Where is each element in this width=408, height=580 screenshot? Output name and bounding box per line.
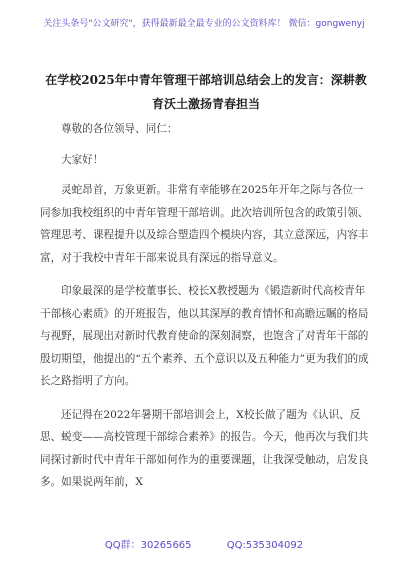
paragraph: 灵蛇昂首，万象更新。非常有幸能够在2025年开年之际与各位一同参加我校组织的中青年管理干部培训。此次培训所包含的政策引领、管理思考、课程提升以及综合塑造四个模块内容，其立意深远，内容丰富，对于我校中青年干部来说具有深远的指导意义。 [40,184,369,264]
page-title: 在学校2025年中青年管理干部培训总结会上的发言：深耕教育沃土激扬青春担当 [45,73,367,111]
paragraph: 还记得在2022年暑期干部培训会上，X校长做了题为《认识、反思、蜕变——高校管理干部综合素养》的报告。今天，他再次与我们共同探讨新时代中青年干部如何作为的重要课题，让我深受触动，启发良多。如果说两年前，X [40,408,369,488]
footer-qq-number: QQ:535304092 [226,540,304,551]
document-body [40,118,372,505]
salutation-greeting: 大家好！ [61,153,104,166]
header-note: 关注头条号"公文研究"，获得最新最全最专业的公文资料库！ 微信：gongwenyj [43,19,365,29]
footer-note [0,536,408,551]
footer-qq-group: QQ群：30265665 [104,540,192,551]
paragraph: 印象最深的是学校董事长、校长X教授题为《锻造新时代高校青年干部核心素质》的开班报告，他以其深厚的教育情怀和高瞻远瞩的格局与视野，展现出对新时代教育使命的深刻洞察，也饱含了对青年干部的殷切期望，他提出的“五个素养、五个意识以及五种能力”更为我们的成长之路指明了方向。 [40,285,369,387]
salutation-leaders: 尊敬的各位领导、同仁： [61,123,178,135]
